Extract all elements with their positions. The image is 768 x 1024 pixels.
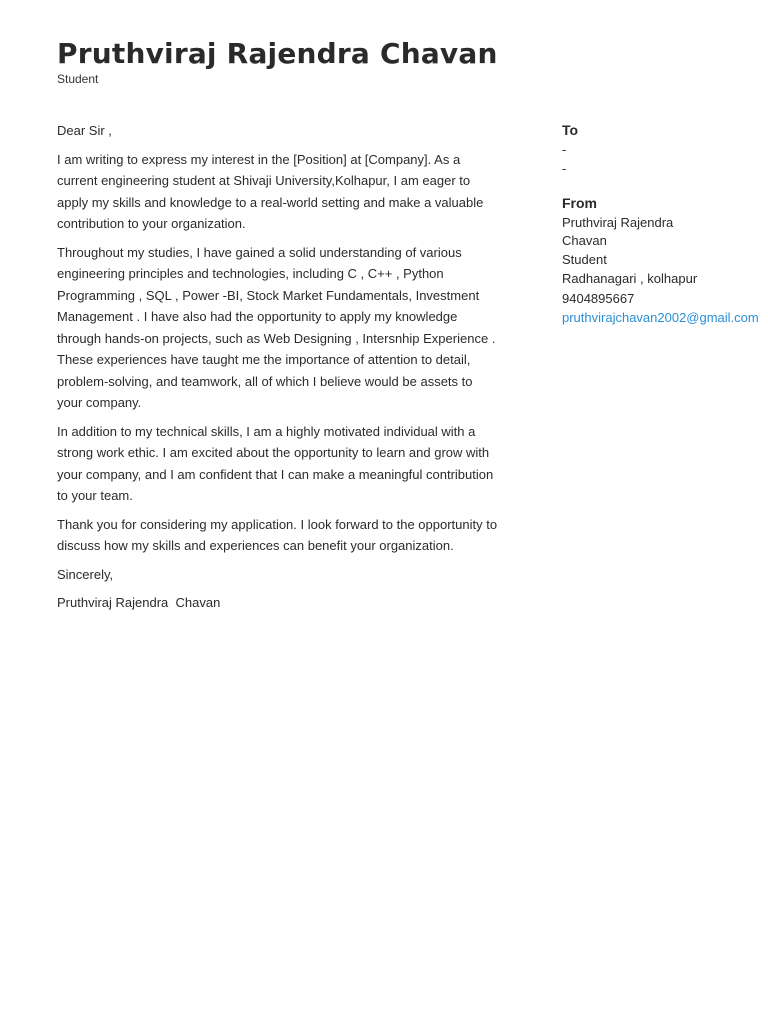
recipient-line: -: [562, 161, 567, 177]
sender-name-title: Pruthviraj Rajendra Chavan: [57, 37, 498, 70]
paragraph-skills: In addition to my technical skills, I am a highly motivated individual with a strong work ethic. I am excited about the opportunity to learn and grow with your company, and I am confident that I can make a meaningful contribution to your team.: [57, 423, 494, 503]
sender-block: [562, 193, 762, 328]
sender-role: Student: [57, 72, 99, 86]
letter-body: [57, 120, 499, 621]
sender-email-link[interactable]: pruthvirajchavan2002@gmail.com: [562, 310, 759, 326]
recipient-block: [562, 120, 762, 179]
signature: Pruthviraj Rajendra Chavan: [57, 595, 221, 610]
paragraph-studies: Throughout my studies, I have gained a solid understanding of various engineering principles and technologies, including C , C++ , Python Programming , SQL , Power -BI, Stock Market Fundamentals, Investment Management . I have also had the opportunity to apply my knowledge through hands-on projects, such as Web Designing , Intersnhip Experience . These experiences have taught me the importance of attention to detail, problem-solving, and teamwork, all of which I believe would be assets to your company.: [57, 244, 496, 410]
recipient-heading: To: [562, 122, 579, 138]
sender-role-side: Student: [562, 252, 607, 268]
letter-header: [57, 36, 498, 86]
sender-name: Pruthviraj Rajendra Chavan: [562, 214, 674, 248]
sender-address: Radhanagari , kolhapur: [562, 271, 698, 287]
closing: Sincerely,: [57, 566, 114, 582]
salutation: Dear Sir ,: [57, 123, 112, 138]
sender-phone: 9404895667: [562, 290, 635, 306]
recipient-line: -: [562, 142, 567, 157]
address-sidebar: [562, 120, 762, 327]
paragraph-thanks: Thank you for considering my application. I look forward to the opportunity to discuss how my skills and experiences can benefit your organization.: [57, 516, 498, 553]
paragraph-intro: I am writing to express my interest in the [Position] at [Company]. As a current engineering student at Shivaji University,Kolhapur, I am eager to apply my skills and knowledge to a real-world setting and make a valuable contribution to your organization.: [57, 151, 484, 231]
sender-heading: From: [562, 194, 597, 211]
